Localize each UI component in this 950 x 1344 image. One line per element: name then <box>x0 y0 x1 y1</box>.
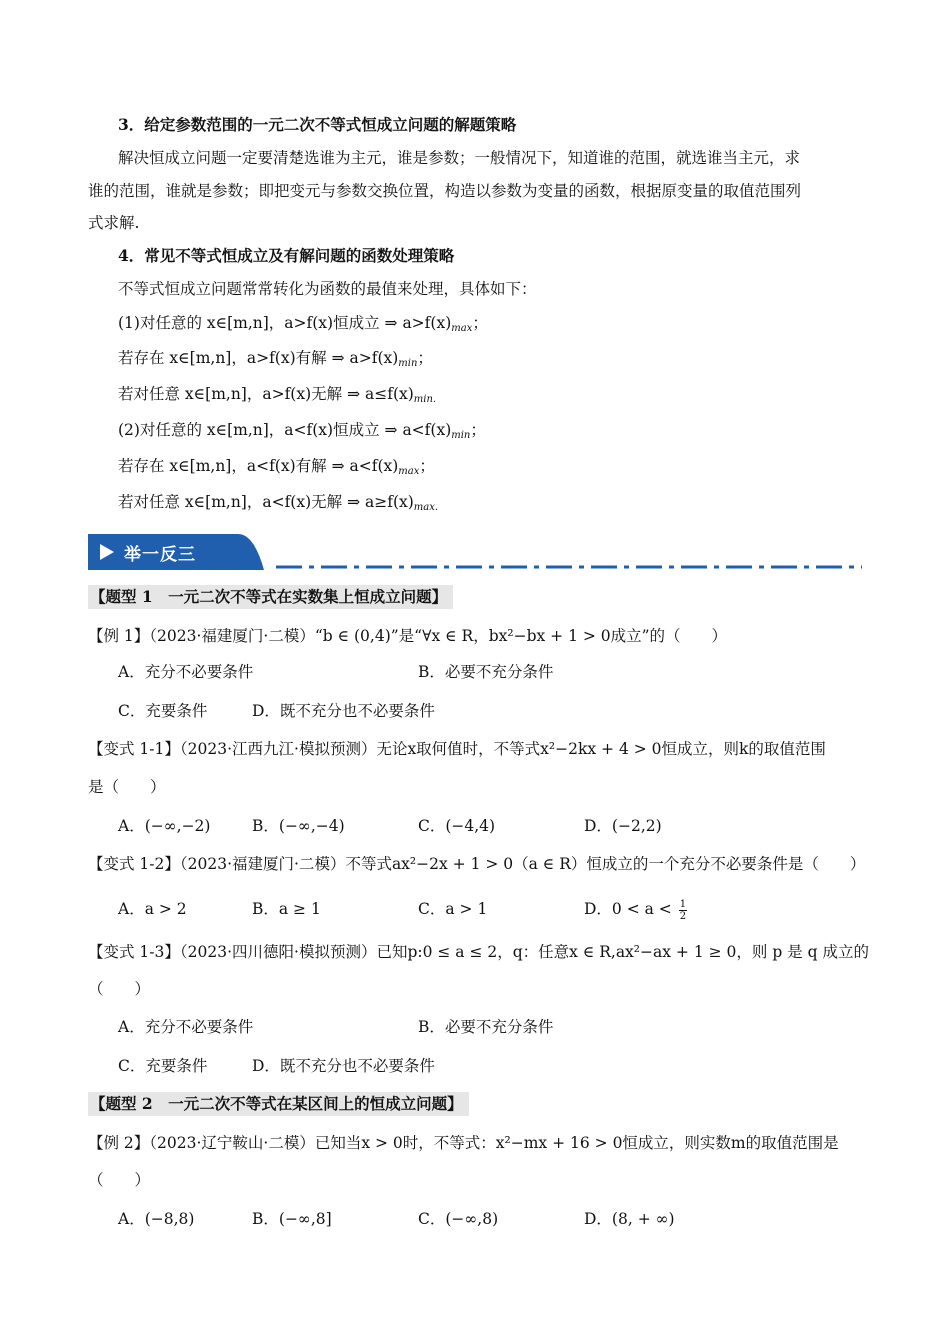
example-2-option-d[interactable]: D．(8, + ∞) <box>584 1210 675 1228</box>
example-2-option-c[interactable]: C．(−∞,8) <box>418 1210 499 1228</box>
question-type-2-header: 【题型 2 一元二次不等式在某区间上的恒成立问题】 <box>88 1092 469 1116</box>
example-2-option-a[interactable]: A．(−8,8) <box>118 1210 195 1228</box>
example-1-question: 【例 1】（2023·福建厦门·二模）“b ∈ (0,4)”是“∀x ∈ R，bx²−bx + 1 > 0成立”的（ ） <box>88 627 728 645</box>
example-1-option-b[interactable]: B．必要不充分条件 <box>418 663 554 681</box>
variant-1-2-option-c[interactable]: C．a > 1 <box>418 900 488 918</box>
variant-1-3-option-b[interactable]: B．必要不充分条件 <box>418 1018 554 1036</box>
section-banner <box>88 534 264 570</box>
banner-label: 举一反三 <box>124 545 196 565</box>
variant-1-3-option-a[interactable]: A．充分不必要条件 <box>118 1018 254 1036</box>
fraction-one-half: $\frac{1}{2}$ <box>679 898 687 922</box>
rule-line-6: 若对任意 x∈[m,n]，a<f(x)无解 ⇒ $a\ge f(x)_{max.}$ <box>118 493 439 513</box>
section-3-paragraph-line-2: 谁的范围，谁就是参数；即把变元与参数交换位置，构造以参数为变量的函数，根据原变量的取值范围列 <box>88 182 802 200</box>
variant-1-2-question: 【变式 1-2】（2023·福建厦门·二模）不等式ax²−2x + 1 > 0（a ∈ R）恒成立的一个充分不必要条件是（ ） <box>88 855 866 873</box>
variant-1-1-option-c[interactable]: C．(−4,4) <box>418 817 496 835</box>
variant-1-1-question-line-1: 【变式 1-1】（2023·江西九江·模拟预测）无论x取何值时，不等式x²−2kx + 4 > 0恒成立，则k的取值范围 <box>88 740 826 758</box>
variant-1-2-option-a[interactable]: A．a > 2 <box>118 900 187 918</box>
section-3-paragraph-line-1: 解决恒成立问题一定要清楚选谁为主元，谁是参数；一般情况下，知道谁的范围，就选谁当主元，求 <box>118 149 801 167</box>
section-4-intro: 不等式恒成立问题常常转化为函数的最值来处理，具体如下： <box>118 280 537 298</box>
example-1-option-c[interactable]: C．充要条件 <box>118 702 208 720</box>
example-2-question-line-2: （ ） <box>88 1171 151 1189</box>
variant-1-3-option-c[interactable]: C．充要条件 <box>118 1057 208 1075</box>
banner-dashed-divider <box>276 565 862 569</box>
variant-1-1-option-d[interactable]: D．(−2,2) <box>584 817 662 835</box>
variant-1-2-option-b[interactable]: B．a ≥ 1 <box>252 900 321 918</box>
variant-1-3-question-line-1: 【变式 1-3】（2023·四川德阳·模拟预测）已知p:0 ≤ a ≤ 2，q：任意x ∈ R,ax²−ax + 1 ≥ 0，则 p 是 q 成立的 <box>88 943 869 961</box>
rule-line-2: 若存在 x∈[m,n]，a>f(x)有解 ⇒ $a>f(x)_{min}$； <box>118 349 433 369</box>
example-1-option-d[interactable]: D．既不充分也不必要条件 <box>252 702 435 720</box>
section-3-title: 3．给定参数范围的一元二次不等式恒成立问题的解题策略 <box>118 115 517 134</box>
variant-1-1-option-a[interactable]: A．(−∞,−2) <box>118 817 211 835</box>
rule-line-3: 若对任意 x∈[m,n]，a>f(x)无解 ⇒ $a\le f(x)_{min.}$ <box>118 385 437 405</box>
variant-1-1-question-line-2: 是（ ） <box>88 778 166 796</box>
rule-line-1: (1)对任意的 x∈[m,n]，a>f(x)恒成立 ⇒ $a>f(x)_{max}$； <box>118 314 488 334</box>
example-2-question-line-1: 【例 2】（2023·辽宁鞍山·二模）已知当x > 0时，不等式：x²−mx + 16 > 0恒成立，则实数m的取值范围是 <box>88 1134 839 1152</box>
rule-line-4: (2)对任意的 x∈[m,n]，a<f(x)恒成立 ⇒ $a<f(x)_{min}$； <box>118 421 486 441</box>
example-1-option-a[interactable]: A．充分不必要条件 <box>118 663 254 681</box>
variant-1-3-option-d[interactable]: D．既不充分也不必要条件 <box>252 1057 435 1075</box>
variant-1-1-option-b[interactable]: B．(−∞,−4) <box>252 817 345 835</box>
question-type-1-header: 【题型 1 一元二次不等式在实数集上恒成立问题】 <box>88 585 453 609</box>
example-2-option-b[interactable]: B．(−∞,8] <box>252 1210 332 1228</box>
variant-1-2-option-d[interactable]: D．0 < a < $\frac{1}{2}$ <box>584 898 687 922</box>
rule-line-5: 若存在 x∈[m,n]，a<f(x)有解 ⇒ $a<f(x)_{max}$； <box>118 457 435 477</box>
section-3-paragraph-line-3: 式求解. <box>88 214 140 232</box>
section-4-title: 4．常见不等式恒成立及有解问题的函数处理策略 <box>118 246 455 265</box>
variant-1-3-question-line-2: （ ） <box>88 980 151 998</box>
